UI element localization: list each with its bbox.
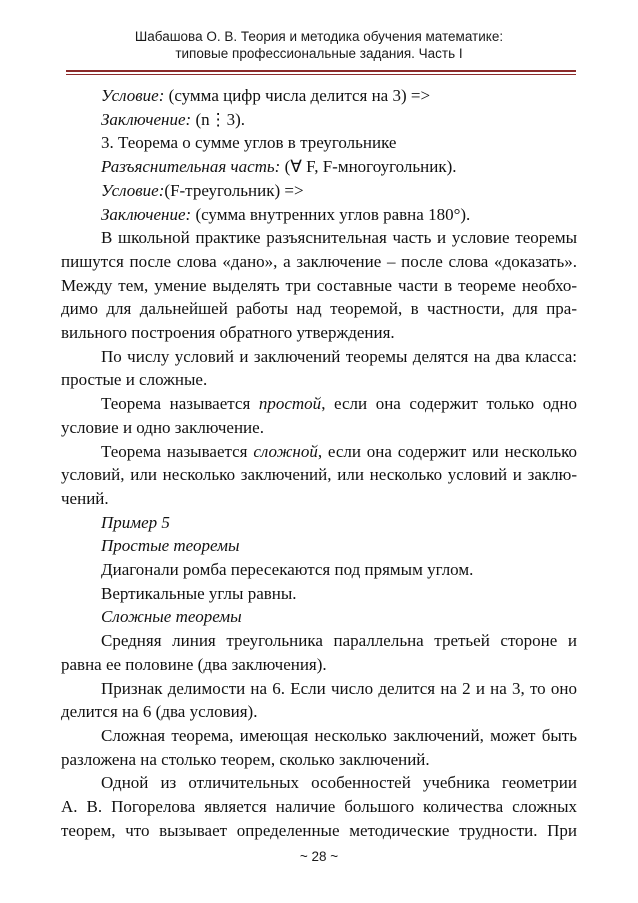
text-run: , если она содержит или несколько <box>317 441 577 461</box>
condition-line <box>61 84 577 108</box>
paragraph-line: В школьной практике разъяснительная часть и условие теоремы <box>101 228 577 248</box>
condition-label-2: Условие: <box>101 180 165 200</box>
paragraph-line: А. В. Погорелова является наличие большого количества сложных <box>61 797 577 817</box>
paragraph-line: разложена на столько теорем, сколько заключений. <box>61 749 430 769</box>
page-body <box>61 84 577 843</box>
simple-example-2: Вертикальные углы равны. <box>101 583 297 603</box>
paragraph-line: Средняя линия треугольника параллельна третьей стороне и <box>101 631 577 651</box>
explanatory-text: (∀ F, F-многоугольник). <box>280 157 457 177</box>
header-line-2: типовые профессиональные задания. Часть I <box>175 46 463 61</box>
explanatory-label: Разъяснительная часть: <box>101 157 281 177</box>
paragraph-line: условие и одно заключение. <box>61 417 264 437</box>
example-title <box>61 511 577 535</box>
simple-theorem-definition <box>61 392 577 416</box>
term-simple: простой <box>258 394 322 414</box>
theorem-3-heading: 3. Теорема о сумме углов в треугольнике <box>101 133 397 153</box>
conclusion-text: (n⋮3). <box>191 109 246 129</box>
paragraph-line: вильного построения обратного утверждения. <box>61 323 395 343</box>
paragraph-line: пишутся после слова «дано», а заключение – после слова «доказать». <box>61 251 577 271</box>
example-title-text: Пример 5 <box>101 512 170 532</box>
conclusion-line-2 <box>61 203 577 227</box>
condition-line-2 <box>61 179 577 203</box>
header-line-1: Шабашова О. В. Теория и методика обучения математике: <box>134 29 504 44</box>
text-run: Теорема называется <box>101 441 254 461</box>
conclusion-text-2: (сумма внутренних углов равна 180°). <box>191 204 471 224</box>
complex-theorems-heading-text: Сложные теоремы <box>101 607 242 627</box>
paragraph-line: Между тем, умение выделять три составные части в теореме необхо- <box>61 275 577 295</box>
header-rule-thin <box>66 74 576 75</box>
complex-theorems-heading <box>61 605 577 629</box>
paragraph-line: делится на 6 (два условия). <box>61 702 258 722</box>
paragraph-line: чений. <box>61 488 109 508</box>
paragraph-line: равна ее половине (два заключения). <box>61 654 327 674</box>
complex-theorem-definition <box>61 440 577 464</box>
running-header <box>0 28 638 62</box>
simple-theorems-heading-text: Простые теоремы <box>101 536 240 556</box>
condition-text-2: (F-треугольник) => <box>164 180 304 200</box>
paragraph-line: условий, или несколько заключений, или несколько условий и заклю- <box>61 465 577 485</box>
page-number: ~ 28 ~ <box>299 849 339 864</box>
paragraph-line: По числу условий и заключений теоремы делятся на два класса: <box>101 346 577 366</box>
conclusion-label-2: Заключение: <box>101 204 192 224</box>
text-run: Теорема называется <box>101 394 259 414</box>
paragraph-line: простые и сложные. <box>61 370 208 390</box>
header-rule-thick <box>66 70 576 72</box>
paragraph-line: димо для дальнейшей работы над теоремой, в частности, для пра- <box>61 299 577 319</box>
conclusion-label: Заключение: <box>101 109 192 129</box>
paragraph-line: Одной из отличительных особенностей учебника геометрии <box>101 773 577 793</box>
simple-theorems-heading <box>61 534 577 558</box>
simple-example-1: Диагонали ромба пересекаются под прямым углом. <box>101 560 474 580</box>
paragraph-line: теорем, что вызывает определенные методические трудности. При <box>61 820 577 840</box>
condition-text: (сумма цифр числа делится на 3) => <box>164 86 431 105</box>
term-complex: сложной <box>253 441 318 461</box>
explanatory-line <box>61 155 577 179</box>
paragraph-line: Признак делимости на 6. Если число делится на 2 и на 3, то оно <box>101 678 577 698</box>
conclusion-line <box>61 108 577 132</box>
condition-label: Условие: <box>101 86 165 105</box>
paragraph-line: Сложная теорема, имеющая несколько заключений, может быть <box>101 725 577 745</box>
text-run: , если она содержит только одно <box>321 394 577 414</box>
